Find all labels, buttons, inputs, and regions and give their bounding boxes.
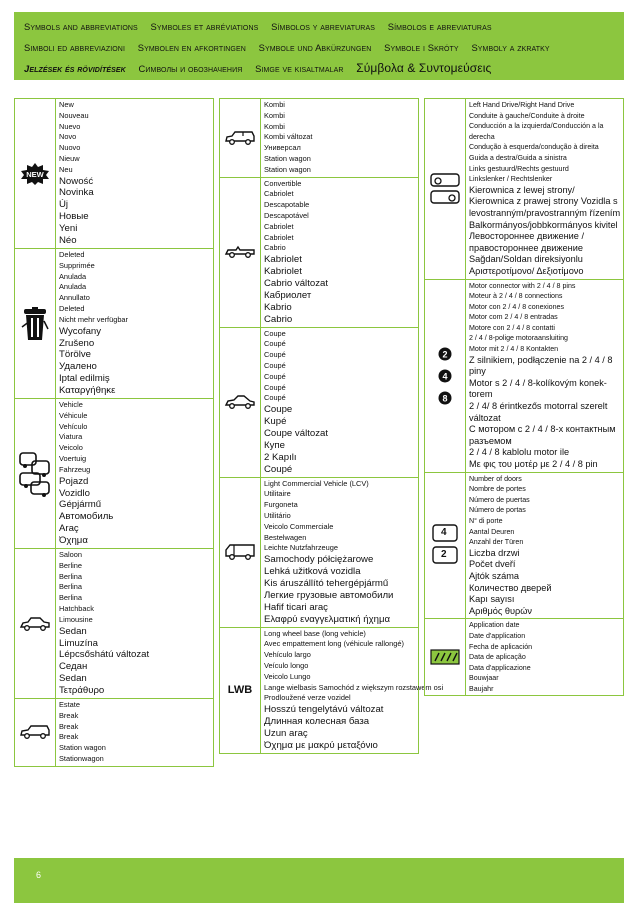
entry-translation: Descapotável [264, 210, 309, 220]
entry-translation: Berlina [59, 582, 83, 592]
entry-translation: Lépcsőshátú változat [59, 649, 150, 661]
lwb-text-icon [220, 628, 261, 753]
header-title: Symbole und Abkürzungen [258, 42, 372, 53]
entry-translation: Veículo longo [264, 661, 309, 671]
entry-translation: Nicht mehr verfügbar [59, 314, 129, 324]
entry-translation: Кабриолет [264, 289, 312, 301]
entry-translation: Long wheel base (long vehicle) [264, 628, 366, 638]
entry-translation: Utilitário [264, 511, 291, 520]
entry-translation: Néo [59, 235, 77, 247]
entry-translation: Motor mit 2 / 4 / 8 Kontakten [469, 345, 559, 354]
entry-translation: Törölve [59, 349, 91, 361]
number-of-doors-icon [425, 473, 466, 619]
entry-translation: Berlina [59, 571, 83, 581]
legend-entry [220, 328, 418, 478]
entry-translation: Pojazd [59, 475, 89, 487]
entry-translation: Wycofany [59, 325, 102, 337]
entry-translation: Anulada [59, 271, 87, 281]
header-line-2 [24, 37, 616, 58]
entry-translation: 2 Kapılı [264, 451, 297, 463]
entry-translation: Break [59, 732, 79, 742]
legend-entry [425, 99, 623, 280]
entry-translation: Annullato [59, 293, 90, 303]
entry-translation: Nouveau [59, 110, 89, 120]
entry-translation: Легкие грузовые автомобили [264, 589, 394, 601]
pin-count-badge [438, 369, 452, 383]
entry-translation: Break [59, 710, 79, 720]
entry-translation: Data d'applicazione [469, 663, 531, 672]
entry-translation: Τετράθυρο [59, 685, 105, 697]
entry-translation: Kupé [264, 416, 287, 428]
entry-translation: Количество дверей [469, 582, 552, 593]
entry-translation: Sağdan/Soldan direksiyonlu [469, 254, 583, 265]
header-title: Símbolos y abreviaturas [271, 21, 376, 32]
entry-translation: Cabriolet [264, 189, 294, 199]
entry-translation: Número de portas [469, 506, 526, 515]
entry-translation: Leichte Nutzfahrzeuge [264, 543, 338, 553]
entry-translation: Coupé [264, 393, 286, 403]
entry-translation: Veicolo [59, 443, 83, 453]
entry-translation: Hosszú tengelytávú változat [264, 704, 384, 716]
entry-translation: Utilitaire [264, 489, 291, 499]
entry-translation: Prodloužené verze vozidel [264, 693, 351, 703]
svg-text:NEW: NEW [26, 169, 44, 179]
entry-translation: Liczba drzwi [469, 547, 520, 558]
legend-entry [15, 699, 213, 766]
entry-translation: Kombi [264, 100, 285, 109]
entry-translation: Počet dveří [469, 559, 516, 570]
entry-translation: Berlina [59, 593, 83, 603]
entry-translation: Длинная колесная база [264, 716, 370, 728]
trash-bin-icon [15, 249, 56, 398]
legend-entry [220, 628, 444, 753]
entry-translation: Anulada [59, 282, 87, 292]
header-title: Symboles et abréviations [150, 21, 259, 32]
entry-translation: Nuevo [59, 121, 81, 131]
header-title: Símbolos e abreviaturas [387, 21, 492, 32]
entry-translation: Nombre de portes [469, 485, 526, 494]
header-title: Symboly a zkratky [471, 42, 550, 53]
entry-translation: Viatura [59, 432, 83, 442]
entry-translation: Bestelwagen [264, 532, 307, 542]
entry-translation: Motor s 2 / 4 / 8-kolíkovým konek-torem [469, 377, 607, 400]
entry-translation: Supprimée [59, 260, 95, 270]
page-header [14, 12, 624, 80]
entry-translation: Limousine [59, 614, 93, 624]
entry-translation: 2 / 4/ 8 érintkezős motorral szerelt változat [469, 401, 608, 423]
entry-translation: Zrušeno [59, 337, 95, 349]
entry-translation: Nuovo [59, 143, 81, 153]
entry-translation: Station wagon [264, 153, 311, 163]
entry-translation: Седан [59, 661, 88, 673]
entry-translation: Links gestuurd/Rechts gestuurd [469, 164, 569, 173]
entry-translation: Kombi változat [264, 132, 313, 142]
entry-translation: Vozidlo [59, 487, 90, 499]
entry-translation: Novinka [59, 187, 94, 199]
entry-translation: Удалено [59, 361, 97, 373]
entry-translation: Coupe változat [264, 427, 328, 439]
entry-translation: Balkormányos/jobbkormányos kivitel [469, 219, 618, 230]
header-title: Simge ve kisaltmalar [255, 63, 344, 74]
legend-entry [220, 99, 418, 178]
entry-translation: Hafif ticari araç [264, 601, 328, 613]
legend-entry [15, 249, 213, 399]
kombi-car-icon [220, 99, 261, 177]
entry-translation: Baujahr [469, 684, 494, 693]
application-date-icon [425, 619, 466, 695]
entry-translation: Number of doors [469, 474, 522, 483]
motor-connector-icon [425, 280, 466, 472]
header-title: Simboli ed abbreviazioni [24, 42, 125, 53]
entry-translation: Stationwagon [59, 754, 104, 764]
entry-translation: Voertuig [59, 454, 87, 464]
legend-entry [425, 619, 623, 695]
entry-translation: Nowość [59, 175, 94, 187]
entry-translation: Veicolo Lungo [264, 671, 311, 681]
entry-translation: Sedan [59, 673, 87, 685]
header-line-1 [24, 16, 616, 37]
van-icon [220, 478, 261, 627]
legend-entry [15, 99, 213, 249]
entry-translation: Break [59, 721, 79, 731]
entry-translation: Conduite à gauche/Conduite à droite [469, 111, 585, 120]
entry-translation: Araç [59, 523, 79, 535]
footer-bar [14, 858, 624, 903]
legend-entry [425, 280, 623, 473]
entry-translation: 2 / 4 / 8-polige motoraansluiting [469, 334, 568, 343]
legend-entry [15, 549, 213, 699]
entry-translation: Z silnikiem, podłączenie na 2 / 4 / 8 piny [469, 354, 613, 377]
entry-translation: Vehicle [59, 400, 83, 410]
entry-translation: Left Hand Drive/Right Hand Drive [469, 101, 575, 109]
entry-translation: Kabriolet [264, 266, 302, 278]
pin-count-badge [438, 347, 452, 361]
entry-translation: Light Commercial Vehicle (LCV) [264, 478, 369, 488]
entry-translation: Avec empattement long (véhicule rallongé) [264, 639, 404, 649]
entry-translation: Coupe [264, 328, 286, 338]
entry-translation: Kierownica z prawej strony Vozidla s levostranným/pravostranným řízením [469, 196, 621, 218]
entry-translation: Aantal Deuren [469, 527, 515, 536]
header-title: Symbols and abbreviations [24, 21, 138, 32]
entry-translation: Kabriolet [264, 254, 302, 266]
entry-translation: Motore con 2 / 4 / 8 contatti [469, 323, 555, 332]
entry-translation: Linkslenker / Rechtslenker [469, 175, 553, 184]
entry-translation: Kombi [264, 121, 285, 131]
entry-translation: правостороннее движение [469, 242, 583, 253]
header-title: Symbole i Skróty [384, 42, 459, 53]
legend-column-2 [219, 98, 444, 754]
entry-translation: Cabrio [264, 313, 293, 325]
entry-translation: Número de puertas [469, 495, 530, 504]
entry-translation: Gépjármű [59, 499, 102, 511]
header-title: Jelzések és rövidítések [24, 63, 126, 74]
entry-translation: Με φις του μοτέρ με 2 / 4 / 8 pin [469, 459, 598, 469]
legend-column-3 [424, 98, 624, 696]
entry-translation: Όχημα [59, 535, 88, 547]
entry-translation: Vehículo largo [264, 650, 311, 660]
entry-translation: Левостороннее движение / [469, 231, 585, 242]
header-line-3 [24, 58, 616, 79]
entry-translation: Καταργήθηκε [59, 385, 116, 397]
entry-translation: Véhicule [59, 410, 88, 420]
vehicle-group-icon [15, 399, 56, 548]
entry-translation: Nieuw [59, 153, 80, 163]
entry-translation: Uzun araç [264, 728, 308, 740]
entry-translation: Station wagon [59, 743, 106, 753]
entry-translation: Новые [59, 211, 89, 223]
convertible-car-icon [220, 178, 261, 327]
entry-translation: Универсал [264, 143, 301, 153]
legend-entry [425, 473, 623, 620]
entry-translation: Coupé [264, 371, 286, 381]
legend-entry [220, 178, 418, 328]
svg-text:8: 8 [442, 392, 448, 403]
entry-translation: Új [59, 199, 69, 211]
entry-translation: Saloon [59, 550, 83, 560]
entry-translation: Cabriolet [264, 232, 294, 242]
entry-translation: Estate [59, 700, 80, 710]
header-title: Symbolen en afkortingen [137, 42, 246, 53]
entry-translation: Όχημα με μακρύ μεταξόνιο [264, 739, 378, 751]
entry-translation: Kierownica z lewej strony/ [469, 184, 575, 195]
entry-translation: Veicolo Commerciale [264, 521, 334, 531]
entry-translation: Купе [264, 439, 285, 451]
entry-translation: Coupé [264, 360, 286, 370]
legend-entry [15, 399, 213, 549]
entry-translation: Novo [59, 132, 77, 142]
entry-translation: Ελαφρύ εναγγελματική ήχημα [264, 613, 391, 625]
door-count-label: 4 [441, 527, 447, 539]
entry-translation: Coupé [264, 382, 286, 392]
entry-translation: Kapı sayısı [469, 594, 515, 605]
entry-translation: Motor com 2 / 4 / 8 entradas [469, 313, 558, 322]
entry-translation: Moteur à 2 / 4 / 8 connections [469, 292, 563, 301]
entry-translation: Anzahl der Türen [469, 538, 524, 547]
entry-translation: Yeni [59, 223, 78, 235]
entry-translation: Bouwjaar [469, 674, 499, 683]
entry-translation: Guida a destra/Guida a sinistra [469, 153, 567, 162]
lwb-label: LWB [227, 684, 253, 697]
entry-translation: Coupe [264, 404, 293, 416]
pin-count-badge [438, 391, 452, 405]
entry-translation: Motor connector with 2 / 4 / 8 pins [469, 281, 576, 290]
entry-translation: Kis áruszállító tehergépjármű [264, 578, 389, 589]
entry-translation: Iptal edilmiş [59, 373, 110, 385]
entry-translation: Convertible [264, 178, 302, 188]
entry-translation: Hatchback [59, 604, 94, 614]
entry-translation: Samochody półciężarowe [264, 554, 374, 566]
entry-translation: 2 / 4 / 8 kablolu motor ile [469, 447, 570, 458]
entry-translation: Limuzína [59, 637, 98, 649]
entry-translation: Application date [469, 621, 520, 630]
entry-translation: Lehká užitková vozidla [264, 566, 361, 578]
saloon-car-icon [15, 549, 56, 698]
new-badge-icon [15, 99, 56, 248]
entry-translation: N° di porte [469, 516, 503, 525]
entry-translation: С мотором с 2 / 4 / 8-х контактным разъемом [469, 424, 616, 446]
entry-translation: Fecha de aplicación [469, 642, 533, 651]
entry-translation: Motor con 2 / 4 / 8 conexiones [469, 302, 565, 311]
entry-translation: Conducción a la izquierda/Conducción a la derecha [469, 122, 604, 141]
legend-column-1 [14, 98, 214, 767]
entry-translation: Ajtók száma [469, 570, 520, 581]
entry-translation: Cabriolet [264, 221, 294, 231]
entry-translation: Αριθμός θυρών [469, 605, 533, 616]
entry-translation: Condução à esquerda/condução à direita [469, 143, 599, 152]
entry-translation: Neu [59, 164, 73, 174]
entry-translation: Αριστεροτίμονο/ Δεξιοτίμονο [469, 265, 584, 276]
entry-translation: Vehículo [59, 421, 88, 431]
left-right-hand-drive-icon [425, 99, 466, 279]
header-title: Σύμβολα & Συντομεύσεις [356, 61, 492, 75]
entry-translation: Station wagon [264, 164, 311, 174]
coupe-car-icon [220, 328, 261, 477]
door-count-label: 2 [441, 549, 447, 561]
entry-translation: Kombi [264, 110, 285, 120]
svg-text:4: 4 [442, 370, 448, 381]
entry-translation: Deleted [59, 304, 85, 313]
entry-translation: Автомобиль [59, 511, 114, 523]
entry-translation: Lange wielbasis Samochód z większym rozstawem osi [264, 682, 444, 692]
entry-translation: New [59, 100, 74, 109]
entry-translation: Deleted [59, 250, 85, 260]
legend-entry [220, 478, 418, 628]
estate-car-icon [15, 699, 56, 766]
entry-translation: Coupé [264, 350, 286, 360]
entry-translation: Cabrio változat [264, 277, 328, 289]
entry-translation: Date d'application [469, 631, 526, 640]
entry-translation: Data de aplicação [469, 653, 526, 662]
entry-translation: Coupé [264, 463, 293, 475]
entry-translation: Berline [59, 560, 83, 570]
entry-translation: Fahrzeug [59, 464, 91, 474]
entry-translation: Furgoneta [264, 500, 298, 510]
svg-text:2: 2 [442, 348, 448, 359]
entry-translation: Kabrio [264, 301, 292, 313]
entry-translation: Sedan [59, 625, 87, 637]
entry-translation: Cabrio [264, 243, 286, 253]
header-title: Символы и обозначения [138, 63, 243, 74]
entry-translation: Coupé [264, 339, 286, 349]
page-number: 6 [36, 870, 42, 880]
entry-translation: Descapotable [264, 200, 310, 210]
